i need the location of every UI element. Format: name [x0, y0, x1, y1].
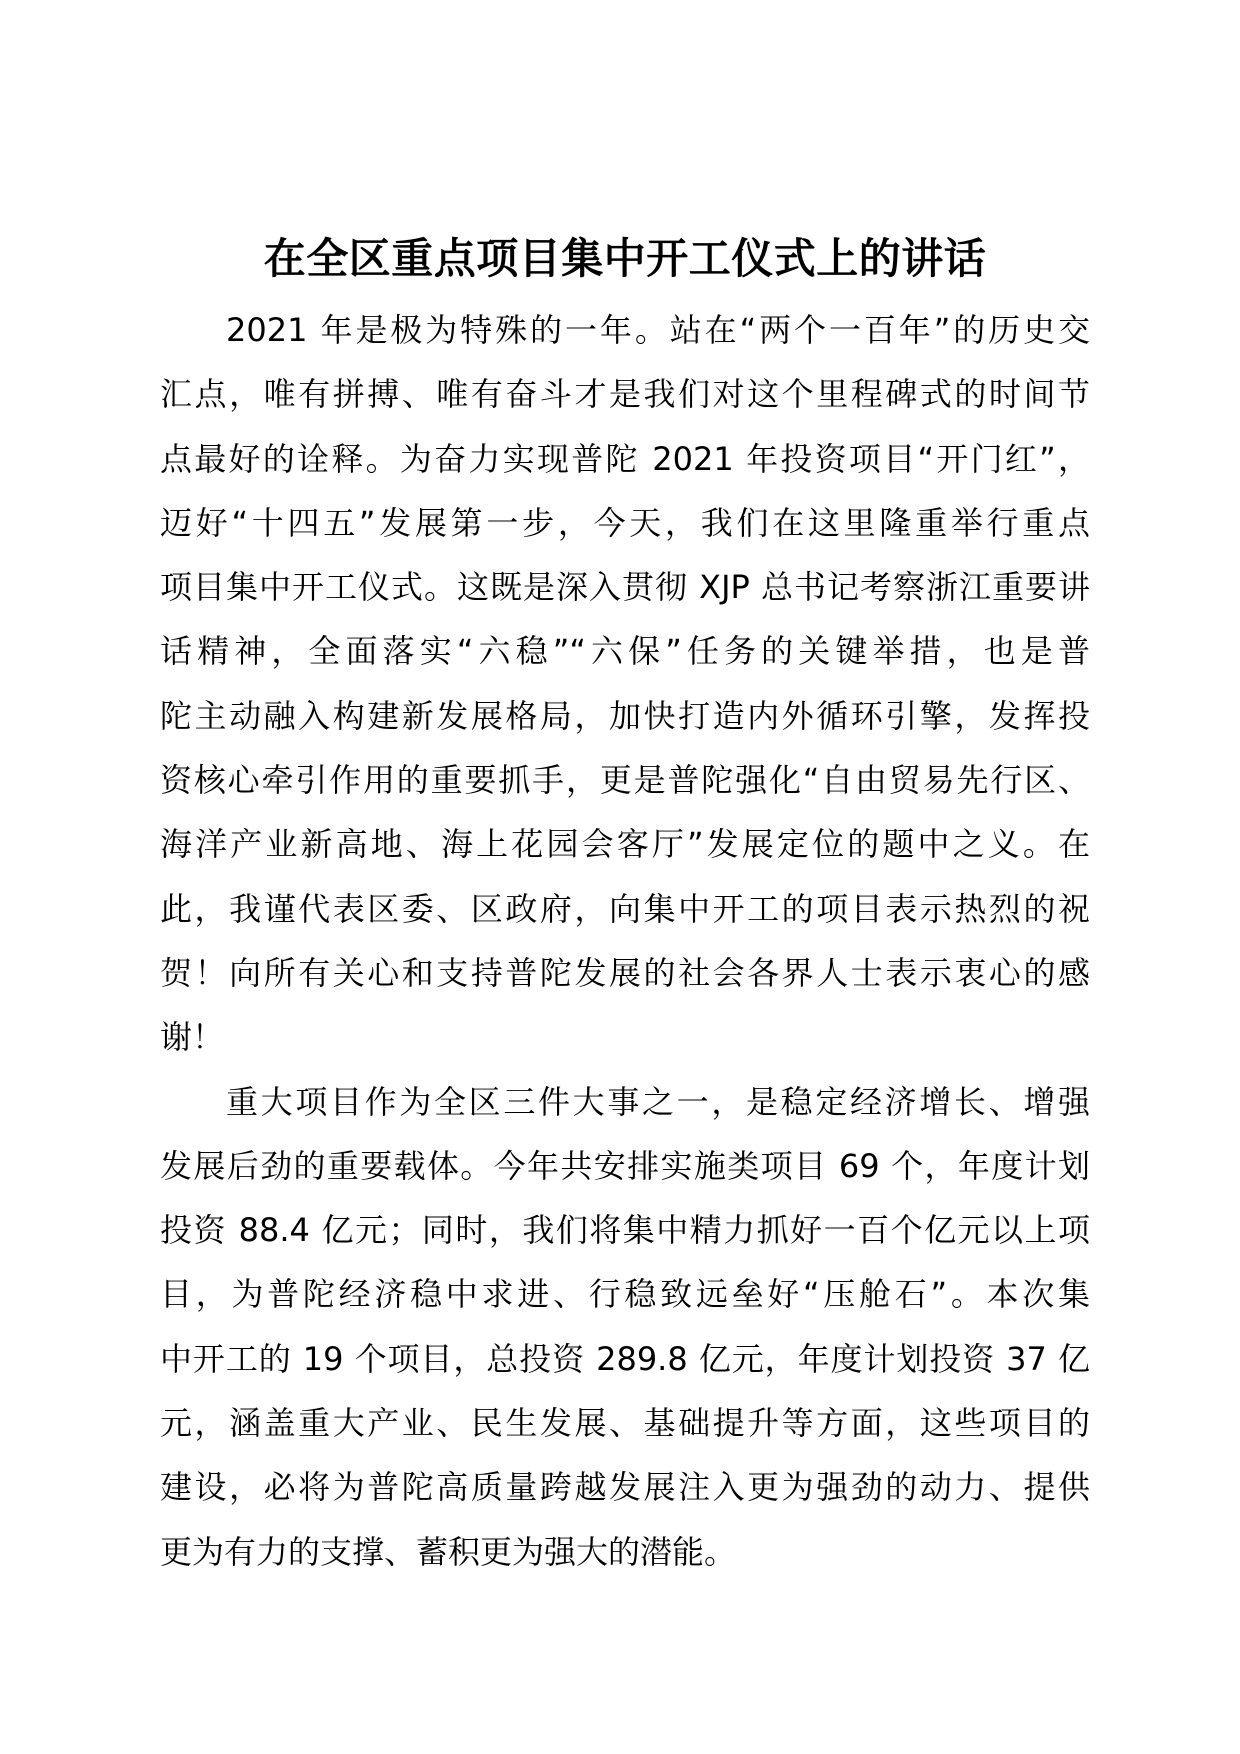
text-line: 陀主动融入构建新发展格局，加快打造内外循环引擎，发挥投: [160, 696, 1090, 735]
text-line: 目，为普陀经济稳中求进、行稳致远垒好“压舱石”。本次集: [160, 1275, 1090, 1314]
paragraph-text: [160, 298, 1090, 1070]
text-line: 迈好“十四五”发展第一步，今天，我们在这里隆重举行重点: [160, 503, 1090, 542]
text-line: 2021 年是极为特殊的一年。站在“两个一百年”的历史交: [226, 311, 1090, 349]
text-line: 谢！: [160, 1018, 225, 1057]
text-line: 重大项目作为全区三件大事之一，是稳定经济增长、增强: [226, 1082, 1090, 1121]
document-title: 在全区重点项目集中开工仪式上的讲话: [263, 234, 987, 284]
text-line: 话精神，全面落实“六稳”“六保”任务的关键举措，也是普: [160, 632, 1090, 671]
text-line: 更为有力的支撑、蓄积更为强大的潜能。: [160, 1532, 737, 1571]
document-body: [160, 298, 1090, 1584]
text-line: 汇点，唯有拼搏、唯有奋斗才是我们对这个里程碑式的时间节: [160, 375, 1090, 414]
text-line: 元，涵盖重大产业、民生发展、基础提升等方面，这些项目的: [160, 1404, 1090, 1443]
text-line: 中开工的 19 个项目，总投资 289.8 亿元，年度计划投资 37 亿: [160, 1339, 1090, 1378]
text-line: 资核心牵引作用的重要抓手，更是普陀强化“自由贸易先行区、: [160, 761, 1090, 800]
paragraph-2: [160, 1070, 1090, 1584]
text-line: 投资 88.4 亿元；同时，我们将集中精力抓好一百个亿元以上项: [160, 1211, 1090, 1250]
text-line: 点最好的诠释。为奋力实现普陀 2021 年投资项目“开门红”，: [160, 439, 1090, 478]
paragraph-1: [160, 298, 1090, 1070]
paragraph-text: [160, 1070, 1090, 1584]
text-line: 此，我谨代表区委、区政府，向集中开工的项目表示热烈的祝: [160, 889, 1090, 928]
text-line: 贺！向所有关心和支持普陀发展的社会各界人士表示衷心的感: [160, 953, 1090, 992]
text-line: 发展后劲的重要载体。今年共安排实施类项目 69 个，年度计划: [160, 1146, 1090, 1185]
text-line: 海洋产业新高地、海上花园会客厅”发展定位的题中之义。在: [160, 825, 1090, 864]
text-line: 项目集中开工仪式。这既是深入贯彻 XJP 总书记考察浙江重要讲: [160, 568, 1090, 607]
text-line: 建设，必将为普陀高质量跨越发展注入更为强劲的动力、提供: [160, 1468, 1090, 1507]
